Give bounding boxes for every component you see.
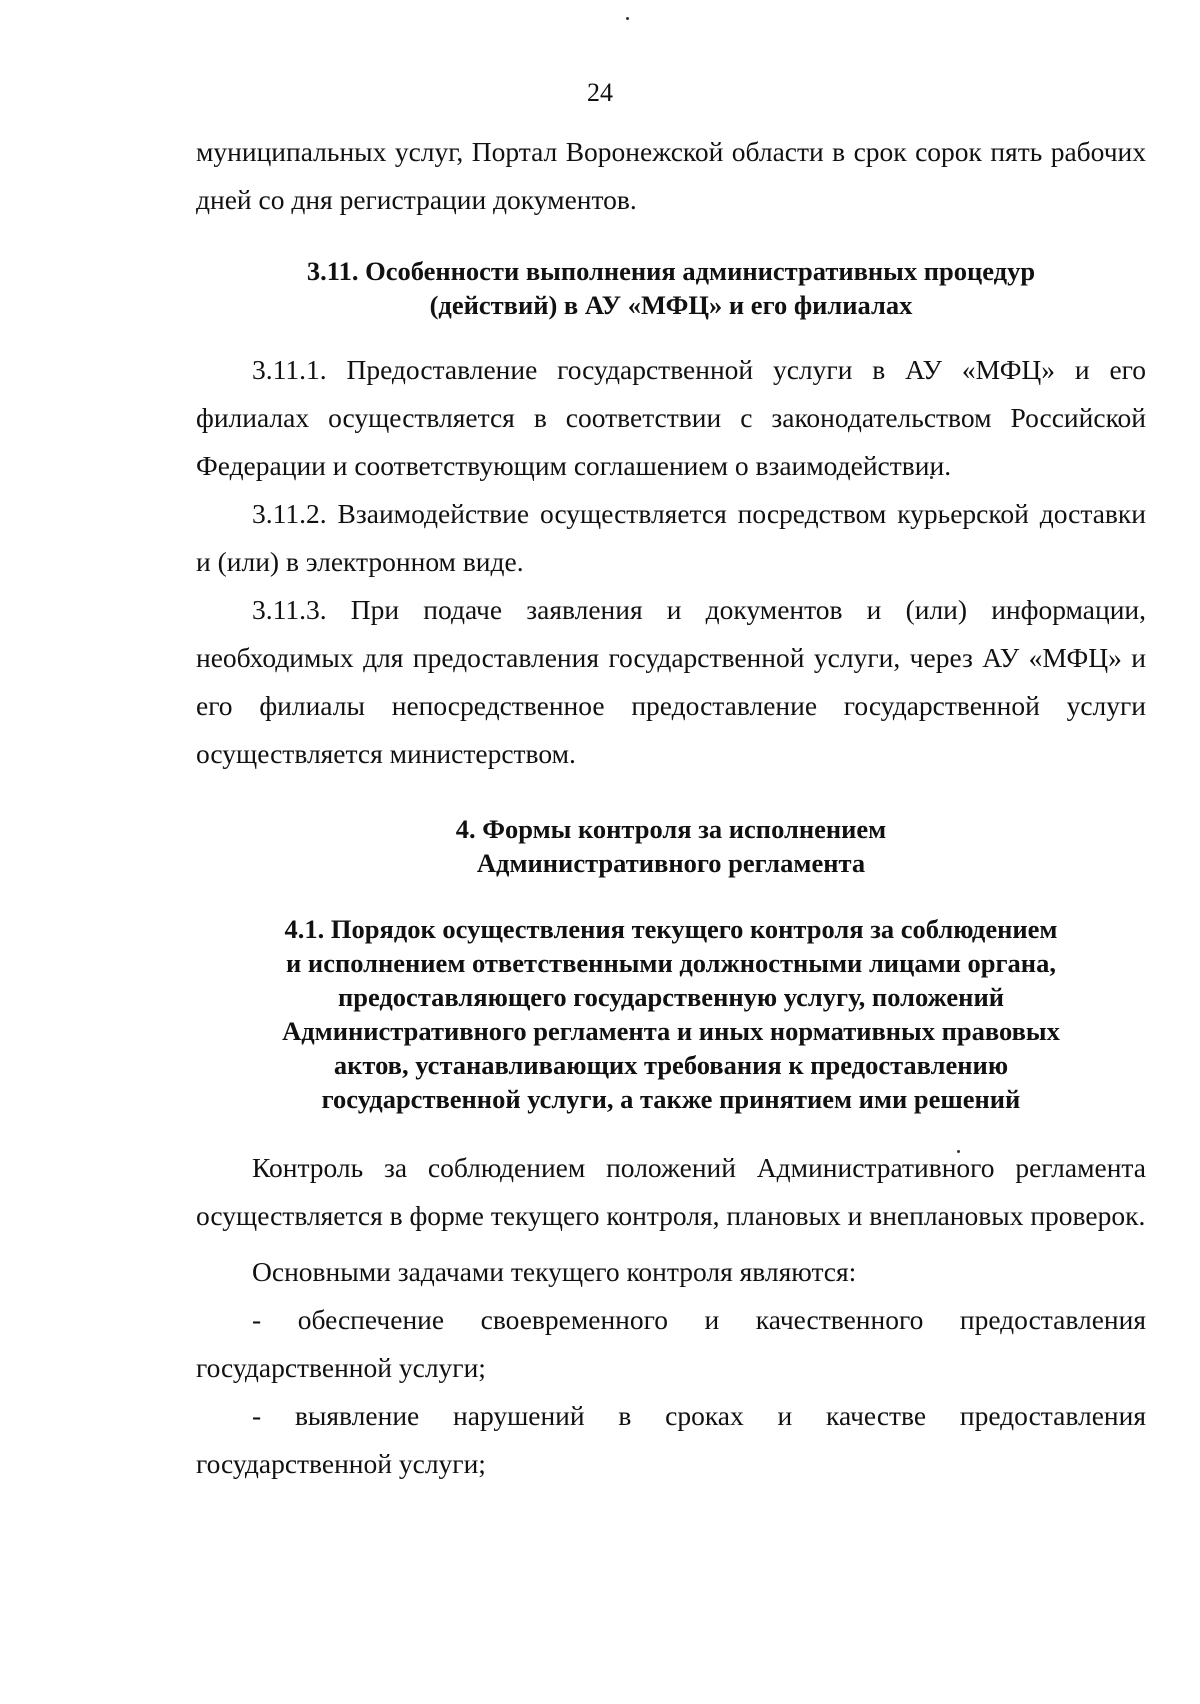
heading-line: Административного регламента	[476, 848, 866, 878]
heading-line: 3.11. Особенности выполнения административных процедур	[306, 256, 1036, 286]
scan-speck	[626, 17, 629, 20]
paragraph-3-11-1: 3.11.1. Предоставление государственной услуги в АУ «МФЦ» и его филиалах осуществляется в соответствии с законодательством Российской Федерации и соответствующим соглашением о взаимодействии.	[196, 354, 1146, 481]
paragraph-tasks: Основными задачами текущего контроля являются:	[252, 1256, 857, 1287]
heading-line: государственной услуги, а также принятием ими решений	[321, 1084, 1021, 1114]
heading-line: (действий) в АУ «МФЦ» и его филиалах	[429, 290, 913, 320]
list-item: - обеспечение своевременного и качественного предоставления государственной услуги;	[196, 1304, 1146, 1383]
page-number: 24	[587, 78, 613, 107]
document-body	[196, 128, 1146, 1488]
list-item: - выявление нарушений в сроках и качестве предоставления государственной услуги;	[196, 1400, 1146, 1479]
heading-line: Административного регламента и иных нормативных правовых	[282, 1016, 1060, 1046]
continuation-paragraph: муниципальных услуг, Портал Воронежской области в срок сорок пять рабочих дней со дня регистрации документов.	[196, 136, 1146, 215]
paragraph-3-11-3: 3.11.3. При подаче заявления и документов и (или) информации, необходимых для предоставления государственной услуги, через АУ «МФЦ» и его филиалы непосредственное предоставление государственной услуги осуществляется министерством.	[196, 594, 1146, 769]
heading-line: и исполнением ответственными должностными лицами органа,	[286, 948, 1056, 978]
heading-line: предоставляющего государственную услугу, положений	[337, 982, 1004, 1012]
heading-4	[196, 812, 1146, 880]
heading-line: 4.1. Порядок осуществления текущего контроля за соблюдением	[284, 914, 1058, 944]
paragraph-control: Контроль за соблюдением положений Административного регламента осуществляется в форме текущего контроля, плановых и внеплановых проверок.	[196, 1152, 1146, 1231]
paragraph-3-11-2: 3.11.2. Взаимодействие осуществляется посредством курьерской доставки и (или) в электронном виде.	[196, 498, 1146, 577]
heading-line: 4. Формы контроля за исполнением	[455, 814, 887, 844]
heading-3-11	[196, 254, 1146, 322]
heading-4-1	[196, 912, 1146, 1116]
heading-line: актов, устанавливающих требования к предоставлению	[333, 1050, 1009, 1080]
